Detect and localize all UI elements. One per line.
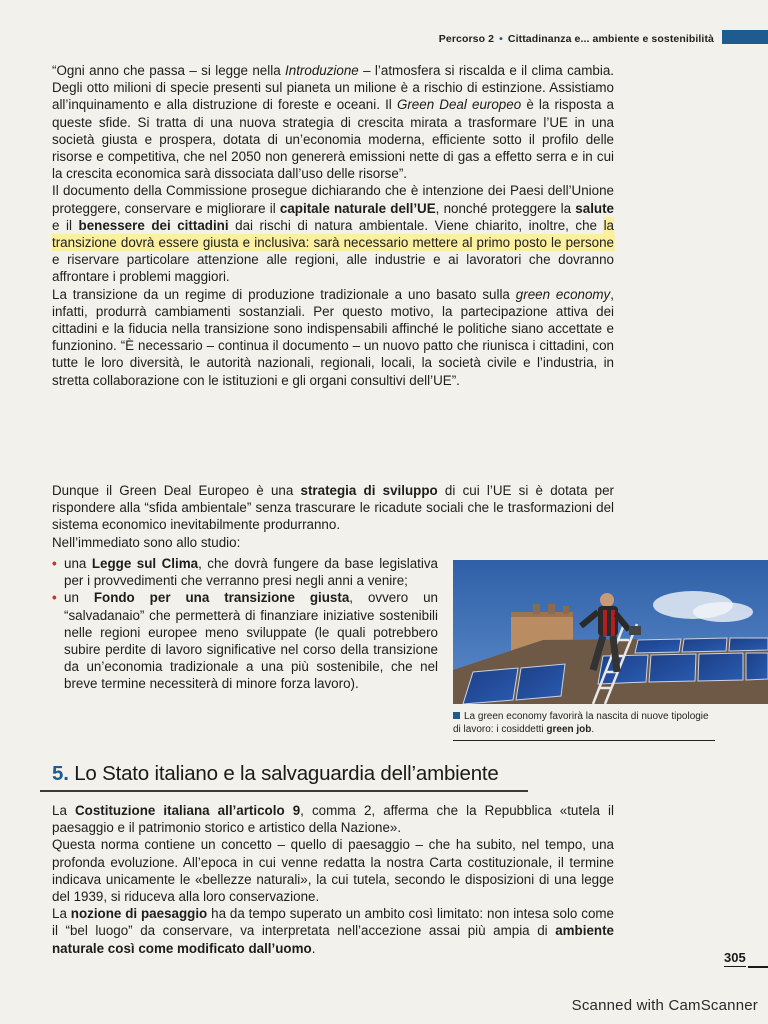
page-number: 305 bbox=[724, 950, 746, 965]
running-head bbox=[439, 33, 714, 45]
paragraph-article-9: La Costituzione italiana all’articolo 9, comma 2, afferma che la Repubblica «tutela il paesaggio e il patrimonio storico e artistico della Nazione». bbox=[52, 803, 614, 836]
section-heading bbox=[52, 762, 552, 786]
running-head-separator: • bbox=[499, 33, 503, 45]
paragraph-under-study: Nell’immediato sono allo studio: bbox=[52, 534, 241, 550]
page-number-rule bbox=[748, 966, 768, 968]
running-head-title: Cittadinanza e... ambiente e sostenibilità bbox=[507, 33, 714, 45]
paragraph-green-deal-quote: “Ogni anno che passa – si legge nella Introduzione – l’atmosfera si riscalda e il clima cambia. Degli otto milioni di specie presenti sul pianeta un milione è a rischio di estinzione. Assistiamo all’inquinamento e alla distruzione di foreste e oceani. Il Green Deal europeo è la risposta a queste sfide. Si tratta di una nuova strategia di crescita mirata a trasformare l’UE in una società giusta e prospera, dotata di un’economia moderna, efficiente sotto il profilo delle risorse e competitiva, che nel 2050 non genererà emissioni nette di gas a effetto serra e in cui la crescita economica sarà dissociata dall’uso delle risorse”. bbox=[52, 63, 615, 182]
solar-panel-worker-photo bbox=[453, 560, 768, 704]
paragraph-landscape-concept: Questa norma contiene un concetto – quello di paesaggio – che ha subito, nel tempo, una profonda evoluzione. All’epoca in cui venne redatta la nostra Carta costituzionale, il termine indicava unicamente le «bellezze naturali», la cui tutela, secondo le disposizioni di una legge del 1939, si riduceva alla loro conservazione. bbox=[52, 837, 614, 905]
bullet-list-column bbox=[52, 555, 438, 693]
paragraph-strategy: Dunque il Green Deal Europeo è una strategia di sviluppo di cui l’UE si è dotata per rispondere alla “sfida ambientale” senza trascurare le ricadute sociali che le trasformazioni del sistema economico inevitabilmente produrranno. bbox=[52, 483, 614, 533]
paragraph-landscape-notion: La nozione di paesaggio ha da tempo superato un ambito così limitato: non intesa solo come il “bel luogo” da conservare, va interpretata nell’accezione assai più ampia di ambiente naturale così come modificato dall’uomo. bbox=[52, 906, 614, 956]
list-item: • una Legge sul Clima, che dovrà fungere da base legislativa per i provvedimenti che verranno presi negli anni a venire; bbox=[52, 555, 438, 589]
list-item: • un Fondo per una transizione giusta, ovvero un “salvadanaio” che permetterà di finanziare iniziative sostenibili nelle regioni europee meno sviluppate (le quali potrebbero subire perdite di lavoro significative nel corso della transizione da un’economia tradizionale a una più sostenibile, che nel breve termine necessiterà di minore forza lavoro). bbox=[52, 589, 438, 692]
paragraph-commission-document: Il documento della Commissione prosegue dichiarando che è intenzione dei Paesi dell’Unione proteggere, conservare e migliorare il capitale naturale dell’UE, nonché proteggere la salute e il benessere dei cittadini dai rischi di natura ambientale. Viene chiarito, inoltre, che la transizione dovrà essere giusta e inclusiva: sarà necessario mettere al primo posto le persone e riservare particolare attenzione alle regioni, alle industrie e ai lavoratori che dovranno affrontare i problemi maggiori. bbox=[52, 183, 614, 285]
caption-square-icon bbox=[453, 712, 460, 719]
measures-list bbox=[52, 555, 438, 693]
header-color-bar bbox=[722, 30, 768, 44]
scanner-watermark: Scanned with CamScanner bbox=[571, 997, 758, 1014]
section-divider bbox=[40, 790, 528, 792]
running-head-section: Percorso 2 bbox=[438, 33, 495, 45]
intro-text-block bbox=[52, 62, 614, 389]
strategy-text-block bbox=[52, 482, 614, 551]
constitution-text-block bbox=[52, 802, 614, 957]
photo-caption: La green economy favorirà la nascita di nuove tipologie di lavoro: i cosiddetti green job. bbox=[453, 710, 715, 741]
paragraph-transition: La transizione da un regime di produzione tradizionale a uno basato sulla green economy, infatti, produrrà cambiamenti sostanziali. Per questo motivo, la partecipazione attiva dei cittadini e la fiducia nella transizione sono indispensabili affinché le politiche siano accettate e funzionino. “È necessario – continua il documento – un nuovo patto che riunisca i cittadini, con tutte le loro diversità, le autorità nazionali, regionali, locali, la società civile e l’industria, in stretta collaborazione con le istituzioni e gli organi consultivi dell’UE”. bbox=[52, 286, 614, 388]
section-number: 5. bbox=[52, 762, 69, 785]
photo-illustration bbox=[453, 560, 768, 704]
highlighted-text: la transizione dovrà essere giusta e inclusiva: sarà necessario mettere al primo posto le persone bbox=[52, 217, 614, 251]
section-title-text: Lo Stato italiano e la salvaguardia dell’ambiente bbox=[74, 762, 499, 785]
